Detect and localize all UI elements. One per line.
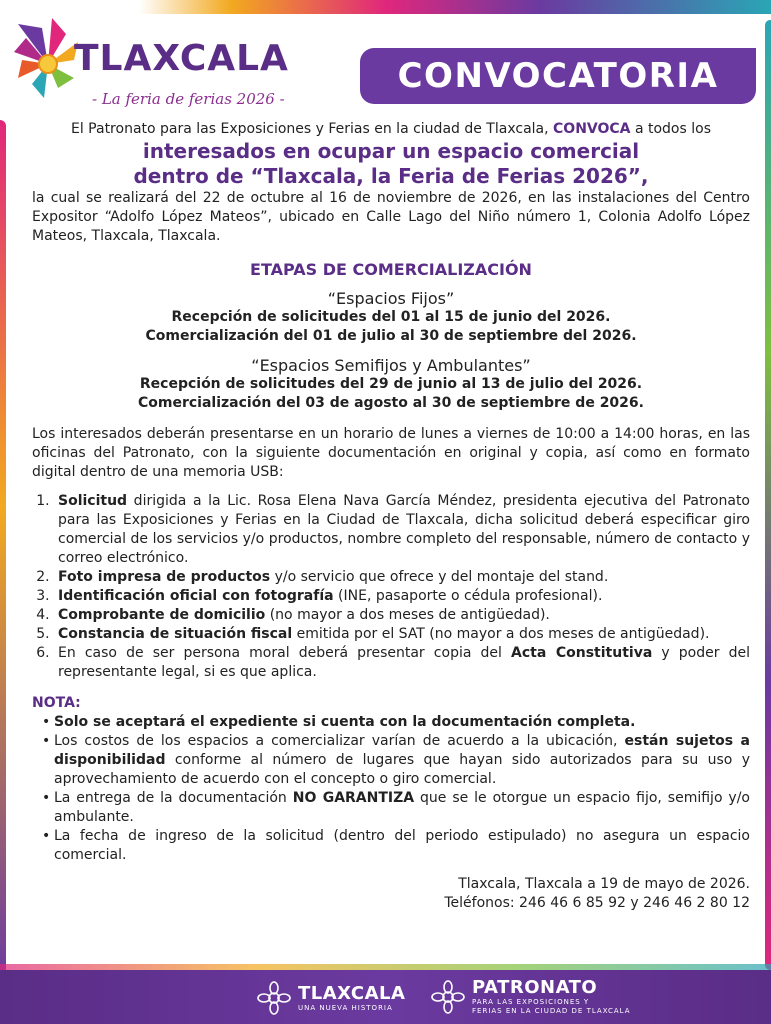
headline-line-2: dentro de “Tlaxcala, la Feria de Ferias 2026”,	[133, 164, 649, 188]
nota-item: • La entrega de la documentación NO GARANTIZA que se le otorgue un espacio fijo, semifijo y/o ambulante.	[42, 789, 750, 827]
tlaxcala-seal-icon	[256, 980, 292, 1016]
place-date: Tlaxcala, Tlaxcala a 19 de mayo de 2026.	[458, 876, 750, 892]
intro-line	[32, 120, 750, 139]
footer-logo1-sub: UNA NUEVA HISTORIA	[298, 1003, 393, 1012]
brand-name: TLAXCALA	[74, 38, 289, 79]
requirement-item: 5. Constancia de situación fiscal emitida por el SAT (no mayor a dos meses de antigüedad).	[54, 625, 750, 644]
feria-logo	[12, 14, 312, 114]
group-semifijos-commercial: Comercialización del 03 de agosto al 30 de septiembre de 2026.	[138, 395, 644, 411]
tlaxcala-footer-logo	[256, 980, 405, 1016]
footer-logo2-title: PATRONATO	[472, 977, 598, 998]
group-fijos-commercial: Comercialización del 01 de julio al 30 de septiembre del 2026.	[145, 328, 637, 344]
patronato-seal-icon	[430, 979, 466, 1015]
nota-item: • Solo se aceptará el expediente si cuenta con la documentación completa.	[42, 713, 750, 732]
requirements-list	[32, 492, 750, 682]
group-fijos-reception: Recepción de solicitudes del 01 al 15 de junio del 2026.	[171, 309, 611, 325]
intro-convoca: CONVOCA	[553, 121, 631, 137]
nota-item: • Los costos de los espacios a comercializar varían de acuerdo a la ubicación, están sujetos a disponibilidad conforme al número de lugares que hayan sido autorizados para su uso y aprovechamiento de acuerdo con el concepto o giro comercial.	[42, 732, 750, 789]
flower-logo-icon	[12, 14, 82, 100]
instructions-paragraph: Los interesados deberán presentarse en un horario de lunes a viernes de 10:00 a 14:00 horas, en las oficinas del Patronato, con la siguiente documentación en original y copia, así como en formato digital dentro de una memoria USB:	[32, 426, 750, 480]
event-details: la cual se realizará del 22 de octubre al 16 de noviembre de 2026, en las instalaciones del Centro Expositor “Adolfo López Mateos”, ubicado en Calle Lago del Niño número 1, Colonia Adolfo López Mateos, Tlaxcala, Tlaxcala.	[32, 190, 750, 244]
closing-block	[32, 875, 750, 913]
intro-pre: El Patronato para las Exposiciones y Ferias en la ciudad de Tlaxcala,	[70, 121, 554, 137]
patronato-footer-logo	[430, 978, 631, 1016]
main-content	[32, 120, 750, 913]
headline-line-1: interesados en ocupar un espacio comercial	[142, 139, 640, 163]
group-name-semifijos: “Espacios Semifijos y Ambulantes”	[251, 356, 531, 375]
phone-numbers: Teléfonos: 246 46 6 85 92 y 246 46 2 80 12	[444, 895, 750, 911]
nota-title: NOTA:	[32, 695, 81, 711]
right-color-band	[765, 20, 771, 970]
nota-item: • La fecha de ingreso de la solicitud (dentro del periodo estipulado) no asegura un espacio comercial.	[42, 827, 750, 865]
footer-logo2-sub1: PARA LAS EXPOSICIONES Y	[472, 998, 590, 1006]
group-semifijos-reception: Recepción de solicitudes del 29 de junio al 13 de julio del 2026.	[139, 376, 643, 392]
brand-tagline: - La feria de ferias 2026 -	[92, 90, 285, 108]
footer-logo1-title: TLAXCALA	[298, 982, 406, 1004]
requirement-item: 3. Identificación oficial con fotografía (INE, pasaporte o cédula profesional).	[54, 587, 750, 606]
left-color-band	[0, 120, 6, 980]
top-color-band	[0, 0, 771, 14]
page-title: CONVOCATORIA	[360, 48, 756, 104]
requirement-item: 1. Solicitud dirigida a la Lic. Rosa Elena Nava García Méndez, presidenta ejecutiva del Patronato para las Exposiciones y Ferias en la Ciudad de Tlaxcala, dicha solicitud deberá especificar giro comercial de los servicios y/o productos, nombre completo del responsable, número de contacto y correo electrónico.	[54, 492, 750, 568]
etapas-title: ETAPAS DE COMERCIALIZACIÓN	[250, 260, 532, 279]
footer-logo2-sub2: FERIAS EN LA CIUDAD DE TLAXCALA	[472, 1007, 631, 1015]
requirement-item: 4. Comprobante de domicilio (no mayor a dos meses de antigüedad).	[54, 606, 750, 625]
requirement-item: 6. En caso de ser persona moral deberá presentar copia del Acta Constitutiva y poder del representante legal, si es que aplica.	[54, 644, 750, 682]
requirement-item: 2. Foto impresa de productos y/o servicio que ofrece y del montaje del stand.	[54, 568, 750, 587]
nota-list	[32, 713, 750, 865]
intro-post: a todos los	[630, 121, 711, 137]
group-name-fijos: “Espacios Fijos”	[327, 289, 455, 308]
